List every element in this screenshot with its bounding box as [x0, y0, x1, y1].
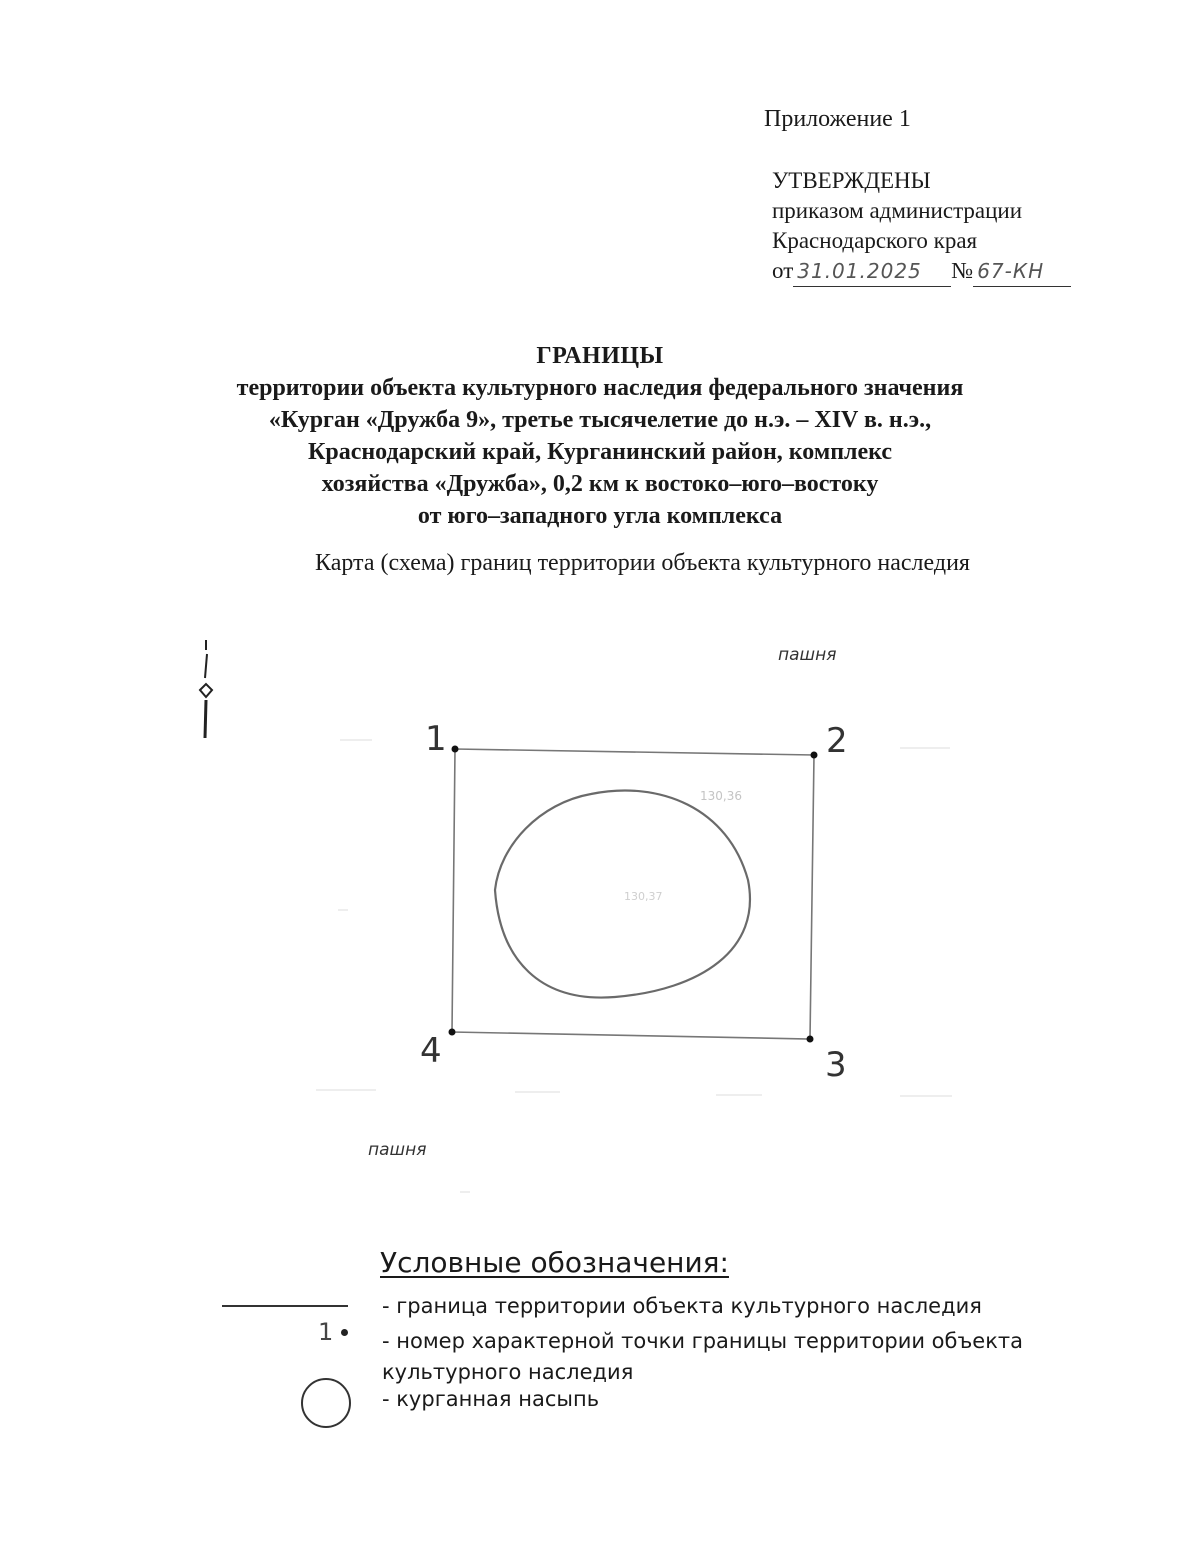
legend-point-text: - номер характерной точки границы территории объекта культурного наследия: [382, 1329, 1024, 1384]
point-label-1: 1: [425, 719, 447, 759]
legend-mound-circle-icon: [301, 1378, 351, 1428]
order-line-1: приказом администрации: [772, 198, 1023, 223]
title-line-2: «Курган «Дружба 9», третье тысячелетие до н.э. – XIV в. н.э.,: [268, 407, 932, 433]
handwritten-date: 31.01.2025: [793, 256, 951, 287]
order-line-2: Краснодарского края: [772, 228, 978, 253]
boundary-point-1: [452, 746, 459, 753]
background-survey-marks: [316, 740, 952, 1192]
boundary-point-2: [811, 752, 818, 759]
mound-outline: [495, 791, 750, 998]
legend-boundary-text: - граница территории объекта культурного наследия: [382, 1294, 982, 1318]
title-line-3: Краснодарский край, Курганинский район, комплекс: [307, 439, 893, 465]
legend-mound-text: - курганная насыпь: [382, 1387, 600, 1411]
point-label-2: 2: [826, 721, 848, 761]
title-heading: ГРАНИЦЫ: [536, 343, 664, 369]
title-line-5: от юго–западного угла комплекса: [417, 503, 783, 529]
legend-point-sample: 1: [318, 1318, 334, 1346]
mound-elevation-label: 130,36: [700, 789, 742, 803]
land-label-bottom: пашня: [368, 1140, 427, 1160]
document-title: [0, 340, 1200, 532]
number-prefix: №: [951, 258, 974, 283]
approved-label: УТВЕРЖДЕНЫ: [772, 168, 931, 193]
point-label-4: 4: [420, 1031, 442, 1071]
north-arrow-icon: [200, 640, 212, 738]
title-line-1: территории объекта культурного наследия федерального значения: [236, 375, 964, 401]
legend-point-dot-icon: [341, 1329, 348, 1336]
land-label-top: пашня: [778, 645, 837, 665]
boundary-point-3: [807, 1036, 814, 1043]
approval-block: [772, 166, 1071, 287]
legend-title: Условные обозначения:: [380, 1246, 729, 1279]
boundary-map: [0, 600, 1200, 1220]
point-label-3: 3: [825, 1045, 847, 1085]
map-caption: Карта (схема) границ территории объекта культурного наследия: [315, 550, 970, 576]
center-elevation-label: 130,37: [624, 890, 663, 903]
date-number-line: [772, 256, 1071, 287]
legend-boundary-line-icon: [222, 1305, 348, 1307]
appendix-label: Приложение 1: [764, 106, 911, 132]
boundary-point-4: [449, 1029, 456, 1036]
title-line-4: хозяйства «Дружба», 0,2 км к востоко–юго–востоку: [321, 471, 879, 497]
handwritten-number: 67-КН: [973, 256, 1071, 287]
date-prefix: от: [772, 258, 794, 283]
